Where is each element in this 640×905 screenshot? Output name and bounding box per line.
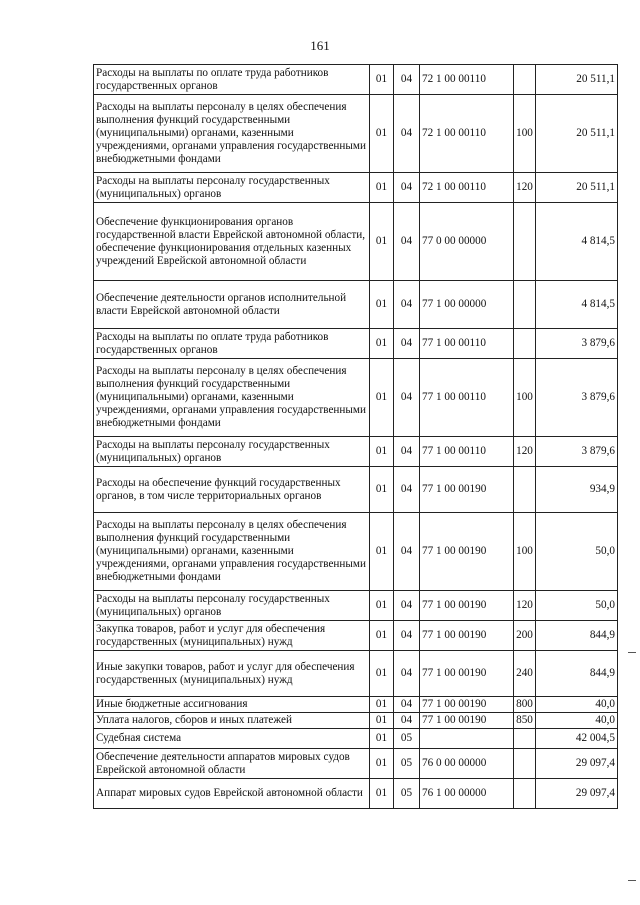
table-row	[94, 467, 618, 513]
row-amount: 20 511,1	[536, 65, 618, 95]
row-amount: 40,0	[536, 713, 618, 729]
table-row	[94, 621, 618, 651]
row-name: Расходы на обеспечение функций государственных органов, в том числе территориальных органов	[94, 467, 370, 513]
row-subsection-code: 04	[394, 65, 420, 95]
row-name: Расходы на выплаты персоналу государственных (муниципальных) органов	[94, 591, 370, 621]
row-subsection-code: 04	[394, 621, 420, 651]
row-target-article-code: 76 0 00 00000	[420, 749, 514, 779]
row-target-article-code: 77 1 00 00190	[420, 467, 514, 513]
row-section-code: 01	[370, 697, 394, 713]
row-section-code: 01	[370, 203, 394, 281]
table-row	[94, 729, 618, 749]
row-target-article-code: 77 1 00 00110	[420, 359, 514, 437]
row-target-article-code: 77 0 00 00000	[420, 203, 514, 281]
row-subsection-code: 04	[394, 513, 420, 591]
row-subsection-code: 04	[394, 95, 420, 173]
row-subsection-code: 04	[394, 651, 420, 697]
row-subsection-code: 05	[394, 729, 420, 749]
row-section-code: 01	[370, 359, 394, 437]
row-name: Расходы на выплаты персоналу государственных (муниципальных) органов	[94, 437, 370, 467]
row-target-article-code: 77 1 00 00000	[420, 281, 514, 329]
row-name: Расходы на выплаты персоналу в целях обеспечения выполнения функций государственными (муниципальными) органами, казенными учреждениями, органами управления государственными внебюджетными фондами	[94, 359, 370, 437]
table-row	[94, 437, 618, 467]
row-subsection-code: 05	[394, 749, 420, 779]
row-target-article-code: 77 1 00 00190	[420, 621, 514, 651]
margin-mark	[628, 652, 636, 653]
row-expense-type-code: 800	[514, 697, 536, 713]
row-name: Судебная система	[94, 729, 370, 749]
row-name: Закупка товаров, работ и услуг для обеспечения государственных (муниципальных) нужд	[94, 621, 370, 651]
budget-table-body	[94, 65, 618, 809]
row-section-code: 01	[370, 513, 394, 591]
row-name: Расходы на выплаты по оплате труда работников государственных органов	[94, 329, 370, 359]
row-amount: 50,0	[536, 591, 618, 621]
row-amount: 3 879,6	[536, 437, 618, 467]
row-expense-type-code: 850	[514, 713, 536, 729]
table-row	[94, 713, 618, 729]
row-amount: 42 004,5	[536, 729, 618, 749]
row-expense-type-code: 100	[514, 513, 536, 591]
row-expense-type-code	[514, 779, 536, 809]
row-amount: 29 097,4	[536, 779, 618, 809]
row-name: Расходы на выплаты по оплате труда работников государственных органов	[94, 65, 370, 95]
budget-table	[93, 64, 618, 809]
row-expense-type-code: 100	[514, 95, 536, 173]
row-expense-type-code	[514, 729, 536, 749]
row-section-code: 01	[370, 779, 394, 809]
row-section-code: 01	[370, 713, 394, 729]
row-subsection-code: 04	[394, 697, 420, 713]
row-expense-type-code: 120	[514, 173, 536, 203]
row-expense-type-code: 120	[514, 437, 536, 467]
row-target-article-code: 72 1 00 00110	[420, 95, 514, 173]
row-amount: 844,9	[536, 651, 618, 697]
row-target-article-code: 77 1 00 00190	[420, 651, 514, 697]
row-name: Расходы на выплаты персоналу в целях обеспечения выполнения функций государственными (муниципальными) органами, казенными учреждениями, органами управления государственными внебюджетными фондами	[94, 513, 370, 591]
row-subsection-code: 04	[394, 173, 420, 203]
row-expense-type-code	[514, 749, 536, 779]
table-row	[94, 651, 618, 697]
table-row	[94, 281, 618, 329]
row-name: Иные закупки товаров, работ и услуг для обеспечения государственных (муниципальных) нужд	[94, 651, 370, 697]
row-name: Расходы на выплаты персоналу в целях обеспечения выполнения функций государственными (муниципальными) органами, казенными учреждениями, органами управления государственными внебюджетными фондами	[94, 95, 370, 173]
table-row	[94, 359, 618, 437]
row-name: Расходы на выплаты персоналу государственных (муниципальных) органов	[94, 173, 370, 203]
row-amount: 40,0	[536, 697, 618, 713]
row-section-code: 01	[370, 749, 394, 779]
table-row	[94, 173, 618, 203]
table-row	[94, 203, 618, 281]
row-amount: 3 879,6	[536, 329, 618, 359]
row-target-article-code: 72 1 00 00110	[420, 65, 514, 95]
row-amount: 3 879,6	[536, 359, 618, 437]
row-subsection-code: 04	[394, 281, 420, 329]
row-section-code: 01	[370, 467, 394, 513]
table-row	[94, 591, 618, 621]
row-section-code: 01	[370, 591, 394, 621]
row-section-code: 01	[370, 651, 394, 697]
row-target-article-code: 77 1 00 00190	[420, 513, 514, 591]
row-section-code: 01	[370, 281, 394, 329]
row-expense-type-code	[514, 65, 536, 95]
row-amount: 4 814,5	[536, 203, 618, 281]
row-subsection-code: 04	[394, 203, 420, 281]
row-section-code: 01	[370, 437, 394, 467]
row-target-article-code	[420, 729, 514, 749]
row-amount: 50,0	[536, 513, 618, 591]
row-target-article-code: 77 1 00 00190	[420, 591, 514, 621]
row-target-article-code: 77 1 00 00190	[420, 713, 514, 729]
row-target-article-code: 77 1 00 00190	[420, 697, 514, 713]
row-name: Аппарат мировых судов Еврейской автономной области	[94, 779, 370, 809]
margin-mark	[628, 880, 636, 881]
row-target-article-code: 76 1 00 00000	[420, 779, 514, 809]
row-expense-type-code	[514, 281, 536, 329]
table-row	[94, 95, 618, 173]
row-subsection-code: 04	[394, 467, 420, 513]
row-section-code: 01	[370, 95, 394, 173]
row-amount: 29 097,4	[536, 749, 618, 779]
row-expense-type-code	[514, 467, 536, 513]
row-amount: 20 511,1	[536, 173, 618, 203]
page-number: 161	[310, 38, 330, 53]
row-target-article-code: 77 1 00 00110	[420, 329, 514, 359]
row-section-code: 01	[370, 621, 394, 651]
table-row	[94, 749, 618, 779]
table-row	[94, 513, 618, 591]
row-name: Обеспечение деятельности аппаратов мировых судов Еврейской автономной области	[94, 749, 370, 779]
row-name: Обеспечение деятельности органов исполнительной власти Еврейской автономной области	[94, 281, 370, 329]
row-target-article-code: 72 1 00 00110	[420, 173, 514, 203]
row-expense-type-code	[514, 329, 536, 359]
row-section-code: 01	[370, 729, 394, 749]
row-expense-type-code: 240	[514, 651, 536, 697]
row-expense-type-code: 200	[514, 621, 536, 651]
row-amount: 4 814,5	[536, 281, 618, 329]
row-amount: 934,9	[536, 467, 618, 513]
row-subsection-code: 04	[394, 329, 420, 359]
table-row	[94, 697, 618, 713]
table-row	[94, 329, 618, 359]
row-subsection-code: 05	[394, 779, 420, 809]
row-subsection-code: 04	[394, 437, 420, 467]
row-subsection-code: 04	[394, 591, 420, 621]
row-name: Уплата налогов, сборов и иных платежей	[94, 713, 370, 729]
row-subsection-code: 04	[394, 359, 420, 437]
table-row	[94, 65, 618, 95]
row-name: Обеспечение функционирования органов государственной власти Еврейской автономной области, обеспечение функционирования отдельных казенных учреждений Еврейской автономной области	[94, 203, 370, 281]
row-amount: 844,9	[536, 621, 618, 651]
row-expense-type-code: 100	[514, 359, 536, 437]
row-section-code: 01	[370, 329, 394, 359]
row-name: Иные бюджетные ассигнования	[94, 697, 370, 713]
row-expense-type-code: 120	[514, 591, 536, 621]
row-target-article-code: 77 1 00 00110	[420, 437, 514, 467]
row-section-code: 01	[370, 173, 394, 203]
row-subsection-code: 04	[394, 713, 420, 729]
row-section-code: 01	[370, 65, 394, 95]
row-amount: 20 511,1	[536, 95, 618, 173]
row-expense-type-code	[514, 203, 536, 281]
table-row	[94, 779, 618, 809]
